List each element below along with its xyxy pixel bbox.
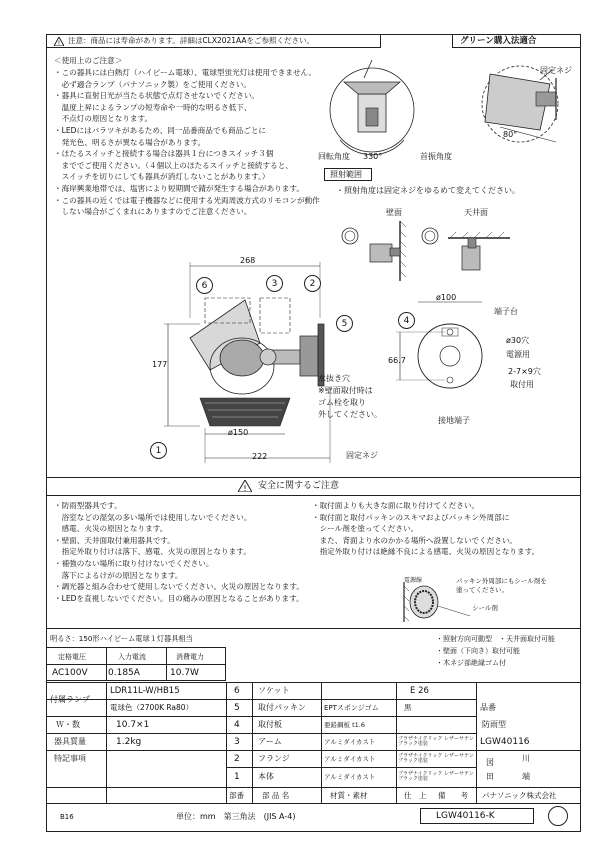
usage-line: ・LEDにはバラツキがあるため、同一品番商品でも商品ごとに [54, 125, 267, 135]
angle-330-label: 330° [363, 152, 383, 161]
grid-line [106, 682, 107, 804]
safety-line: 落下によるけがの原因となります。 [54, 570, 183, 580]
mass-label: 器具質量 [54, 737, 86, 746]
notes-label: 特記事項 [54, 754, 86, 763]
spec-col-divider [106, 647, 107, 681]
parts-header: 部番 [229, 791, 244, 800]
terminal-label: 端子台 [494, 307, 518, 316]
safety-title: 安全に関するご注意 [258, 481, 340, 491]
drain-line: ※壁面取付時は [318, 386, 373, 395]
part-no: 3 [234, 737, 240, 747]
usage-line: 温度上昇によるランプの短寿命や一時的な明るさ低下、 [54, 102, 252, 112]
hinban-label: 品番 [480, 703, 496, 712]
parts-header: 備 考 [438, 791, 468, 800]
dim-66-7: 66.7 [388, 356, 406, 365]
dim-177: 177 [152, 360, 168, 369]
part-material: アルミダイカスト [324, 755, 376, 763]
safety-line: ・取付面よりも大きな面に取り付けてください。 [312, 501, 480, 510]
usage-line: 必ず適合ランプ（パナソニック製）をご使用ください。 [54, 79, 251, 89]
usage-line: まででご使用ください。（４個以上のほたるスイッチと接続すると、 [54, 160, 293, 170]
dim-100: ø100 [436, 293, 457, 302]
ceiling-label: 天井面 [464, 208, 488, 217]
safety-line: 指定外取り付けは絶縁不良による感電、火災の原因となります。 [312, 547, 540, 557]
part-no: 6 [234, 686, 240, 696]
grid-line [226, 767, 476, 768]
safety-line: シール剤を塗ってください。 [312, 524, 419, 534]
wall-label: 壁面 [386, 208, 402, 217]
safety-line: ・LEDを直視しないでください。目の痛みの原因となることがあります。 [54, 593, 304, 603]
warning-icon [54, 37, 64, 46]
safety-line: また、背面より水のかかる場所へ設置しないでください。 [312, 535, 518, 545]
usage-line: ・この器具の近くでは電子機器などに使用する光両周波方式のリモコンが動作 [54, 195, 320, 205]
power-wire-label: 電源線 [404, 577, 423, 584]
footer-code: B16 [60, 813, 74, 821]
drawer-2: 端 [522, 772, 530, 781]
usage-line: ・ほたるスイッチと接続する場合は器具１台につきスイッチ３個 [54, 149, 274, 159]
part-name: アーム [258, 737, 282, 746]
rotation-label: 回転角度 [318, 152, 350, 161]
hole9-label: 2-7×9穴 [508, 367, 541, 376]
part-note: E 26 [410, 686, 429, 696]
grid-line [252, 682, 253, 804]
safety-line: ・補強のない場所に取り付けないでください。 [54, 558, 214, 568]
feature-2: ・壁面（下向き）取付可能 [436, 647, 520, 655]
grid-line [46, 716, 476, 717]
spec-value: AC100V [52, 668, 88, 678]
usage-line: ・この器具には白熱灯（ハイビーム電球）、電球型蛍光灯は使用できません。 [54, 68, 317, 77]
w-label: Ｗ・数 [56, 720, 80, 729]
usage-line: 不点灯の原因となります。 [54, 114, 153, 124]
usage-line: しない場合がごくまれにありますのでご注意ください。 [54, 207, 252, 217]
drawing-label: 図 [486, 758, 494, 767]
safety-line: ・取付面と取付パッキンのスキマおよびパッキン外周部に [312, 512, 510, 522]
part-name: フランジ [258, 754, 290, 763]
mass-value: 1.2kg [116, 737, 142, 747]
part-name: ソケット [258, 686, 290, 695]
seal-label: シール剤 [472, 604, 498, 612]
lamp-color: 電球色（2700K Ra80） [110, 703, 194, 712]
usage-line: 発光色、明るさが異なる場合があります。 [54, 137, 206, 147]
part-material: アルミダイカスト [324, 773, 376, 781]
drain-note [318, 374, 382, 420]
brightness-note: 明るさ：150形ハイビーム電球１灯器具相当 [50, 634, 193, 643]
spec-header: 入力電流 [118, 653, 146, 661]
tilt-label: 首振角度 [420, 152, 452, 161]
parts-header: 部 品 名 [262, 791, 290, 800]
grid-line [476, 750, 581, 751]
usage-list [54, 67, 320, 218]
feature-1: ・照射方向可動型 ・天井面取付可能 [436, 635, 555, 643]
product-type: 防雨型 [482, 720, 506, 729]
safety-line: 感電、火災の原因となります。 [54, 524, 168, 534]
drawer-1: 川 [522, 754, 530, 763]
spec-header: 消費電力 [176, 653, 204, 661]
part-name: 取付パッキン [258, 703, 306, 712]
revision-circle [548, 806, 568, 826]
usage-line: ・器具に直射日光が当たる状態で点灯させないでください。 [54, 91, 260, 101]
grid-line [226, 682, 227, 804]
drain-line: 外してください。 [318, 410, 382, 419]
warning-icon [238, 480, 252, 492]
lamp-model: LDR11L-W/HB15 [110, 686, 180, 696]
fixture-drawing [150, 258, 370, 473]
part-material: EPTスポンジゴム [324, 704, 379, 712]
part-finish: ブラザナイクリック レザーサテンブラック塗装 [398, 736, 474, 747]
part-no: 2 [234, 754, 240, 764]
safety-line: ・調光器と組み合わせて使用しないでください。火災の原因となります。 [54, 582, 304, 592]
product-model: LGW40116 [480, 737, 530, 747]
svg-text:!: ! [243, 484, 247, 492]
drain-line: ゴム栓を取り [318, 398, 366, 407]
grid-line [46, 750, 476, 751]
safety-line: 浴室などの湿気の多い場所では使用しないでください。 [54, 512, 252, 522]
spec-value: 0.185A [108, 668, 140, 678]
callout-5: 5 [336, 315, 353, 332]
packing-note-1: パッキン外周部にもシール剤を [456, 577, 547, 585]
lock-screw-label: 固定ネジ [540, 66, 572, 75]
packing-note-2: 塗ってください。 [456, 586, 508, 594]
callout-1: 1 [150, 442, 167, 459]
callout-2: 2 [304, 275, 321, 292]
part-no: 1 [234, 772, 240, 782]
feature-3: ・木ネジ部絶縁ゴム付 [436, 659, 506, 667]
lock-screw-bottom: 固定ネジ [346, 451, 378, 460]
safety-right-list [312, 500, 539, 558]
dim-268: 268 [240, 256, 256, 265]
part-material: 亜鉛鋼板 t1.6 [324, 721, 365, 729]
part-material: アルミダイカスト [324, 738, 376, 746]
svg-text:!: ! [57, 40, 61, 46]
part-no: 5 [234, 703, 240, 713]
grid-line [396, 682, 397, 804]
green-label: グリーン購入法適合 [460, 36, 537, 46]
safety-title-divider [46, 495, 581, 496]
footer-unit: 単位：mm 第三角法 (JIS A-4) [176, 812, 296, 821]
safety-line: 指定外取り付けは落下、感電、火災の原因となります。 [54, 547, 251, 557]
dim-222: 222 [252, 452, 268, 461]
callout-6: 6 [196, 277, 213, 294]
part-name: 取付板 [258, 720, 282, 729]
spec-row-divider [46, 664, 226, 665]
usage-title: ＜使用上のご注意＞ [54, 56, 123, 65]
part-name: 本体 [258, 772, 274, 781]
grid-line [46, 787, 581, 788]
spec-header: 定格電圧 [58, 653, 86, 661]
hole30-sub: 電源用 [506, 350, 530, 359]
callout-3: 3 [266, 275, 283, 292]
footer-model: LGW40116-K [436, 811, 495, 821]
ground-label: 接地端子 [438, 416, 470, 425]
part-finish: ブラザナイクリック レザーサテンブラック塗装 [398, 753, 474, 764]
parts-header: 仕 上 [404, 791, 427, 800]
check-label: 田 [486, 772, 494, 781]
callout-4: 4 [398, 312, 415, 329]
grid-line [476, 682, 477, 804]
range-title: 照射範囲 [330, 170, 362, 179]
w-value: 10.7×1 [116, 720, 150, 730]
part-no: 4 [234, 720, 240, 730]
grid-line [46, 733, 476, 734]
part-finish: ブラザナイクリック レザーサテンブラック塗装 [398, 771, 474, 782]
usage-line: ・海岸興業地帯では、塩害により短期間で錆が発生する場合があります。 [54, 183, 304, 193]
drain-line: 水抜き穴 [318, 374, 350, 383]
part-finish: 黒 [404, 703, 412, 712]
safety-left-list [54, 500, 304, 604]
dim-150: ø150 [228, 428, 249, 437]
angle-80-label: 80° [503, 130, 518, 139]
range-note: ・照射角度は固定ネジをゆるめて変えてください。 [336, 186, 520, 195]
parts-header: 材質・素材 [330, 791, 368, 800]
safety-line: ・防雨型器具です。 [54, 501, 122, 510]
usage-line: スイッチを切りにしても器具が消灯しないことがあります。） [54, 172, 270, 182]
company-name: パナソニック株式会社 [482, 791, 557, 800]
lamp-label: 付属ランプ [50, 695, 90, 704]
grid-line [46, 699, 476, 700]
grid-line [321, 682, 322, 804]
hole9-sub: 取付用 [510, 380, 534, 389]
spec-value: 10.7W [170, 668, 199, 678]
notice-text: 注意：商品には寿命があります。詳細はCLX2021AAをご参照ください。 [68, 36, 315, 45]
hole30-label: ø30穴 [506, 336, 530, 345]
spec-col-divider [166, 647, 167, 681]
safety-line: ・壁面、天井面取付兼用器具です。 [54, 535, 175, 545]
